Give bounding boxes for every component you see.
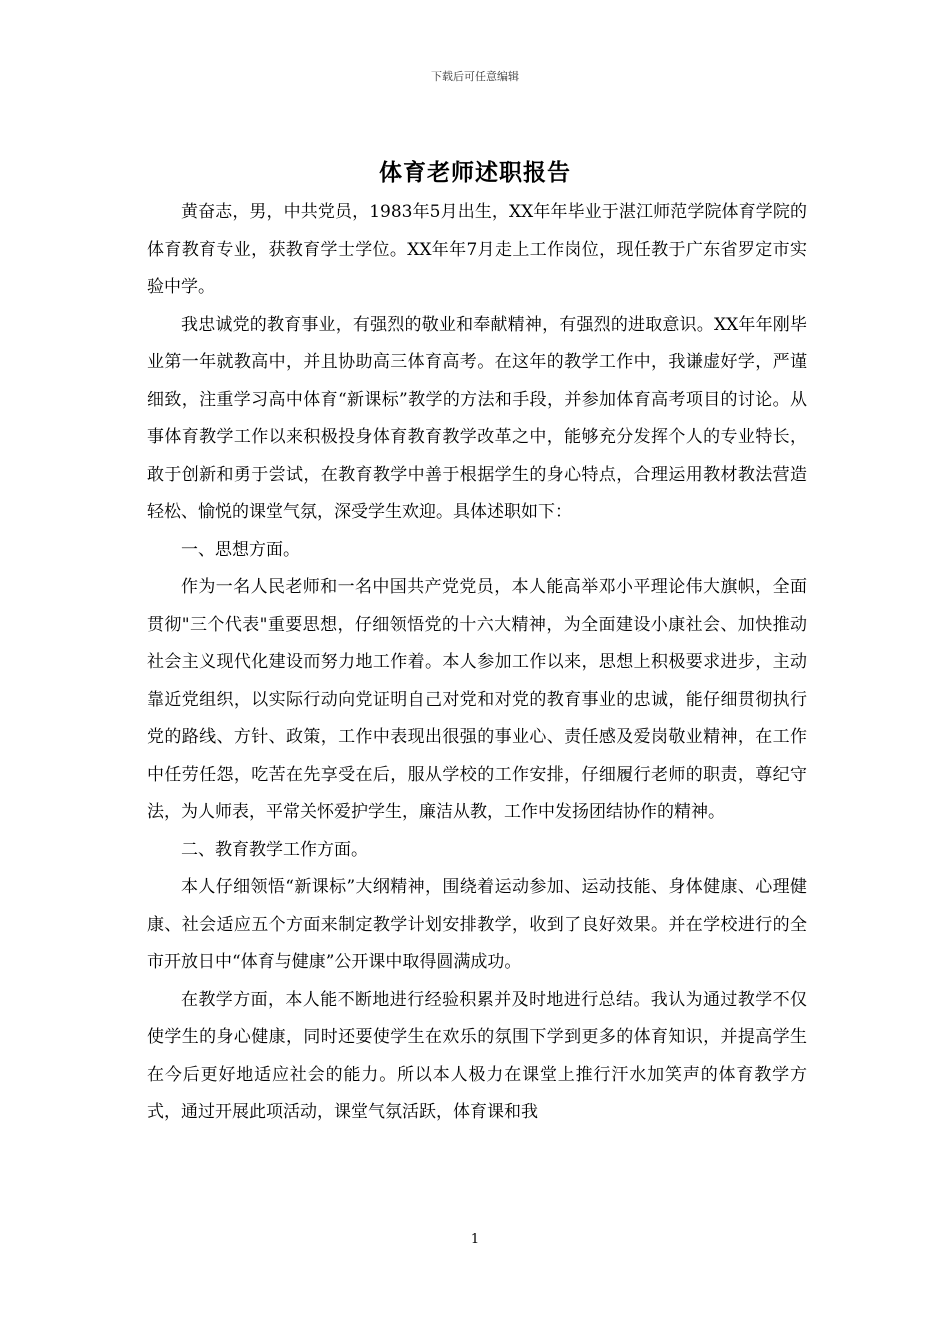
paragraph-intro: 黄奋志，男，中共党员，1983年5月出生，XX年年毕业于湛江师范学院体育学院的体育教育专业，获教育学士学位。XX年年7月走上工作岗位，现任教于广东省罗定市实验中学。 — [147, 202, 807, 297]
section-heading-teaching: 二、教育教学工作方面。 — [181, 839, 368, 860]
section-heading-ideology: 一、思想方面。 — [181, 539, 300, 560]
document-title: 体育老师述职报告 — [379, 159, 571, 186]
document-body — [147, 194, 807, 1132]
page-number: 1 — [470, 1232, 480, 1247]
paragraph-overview: 我忠诚党的教育事业，有强烈的敬业和奉献精神，有强烈的进取意识。XX年年刚毕业第一年就教高中，并且协助高三体育高考。在这年的教学工作中，我谦虚好学，严谨细致，注重学习高中体育“新课标”教学的方法和手段，并参加体育高考项目的讨论。从事体育教学工作以来积极投身体育教育教学改革之中，能够充分发挥个人的专业特长，敢于创新和勇于尝试，在教育教学中善于根据学生的身心特点，合理运用教材教法营造轻松、愉悦的课堂气氛，深受学生欢迎。具体述职如下： — [147, 314, 807, 522]
paragraph-ideology: 作为一名人民老师和一名中国共产党党员，本人能高举邓小平理论伟大旗帜，全面贯彻"三个代表"重要思想，仔细领悟党的十六大精神，为全面建设小康社会、加快推动社会主义现代化建设而努力地工作着。本人参加工作以来，思想上积极要求进步，主动靠近党组织，以实际行动向党证明自己对党和对党的教育事业的忠诚，能仔细贯彻执行党的路线、方针、政策，工作中表现出很强的事业心、责任感及爱岗敬业精神，在工作中任劳任怨，吃苦在先享受在后，服从学校的工作安排，仔细履行老师的职责，尊纪守法，为人师表，平常关怀爱护学生，廉洁从教，工作中发扬团结协作的精神。 — [147, 577, 807, 822]
paragraph-teaching-method: 在教学方面，本人能不断地进行经验积累并及时地进行总结。我认为通过教学不仅使学生的身心健康，同时还要使学生在欢乐的氛围下学到更多的体育知识，并提高学生在今后更好地适应社会的能力。所以本人极力在课堂上推行汗水加笑声的体育教学方式，通过开展此项活动，课堂气氛活跃，体育课和我 — [147, 989, 807, 1122]
paragraph-curriculum: 本人仔细领悟“新课标”大纲精神，围绕着运动参加、运动技能、身体健康、心理健康、社会适应五个方面来制定教学计划安排教学，收到了良好效果。并在学校进行的全市开放日中“体育与健康”公开课中取得圆满成功。 — [147, 877, 807, 972]
header-note: 下载后可任意编辑 — [431, 70, 519, 83]
